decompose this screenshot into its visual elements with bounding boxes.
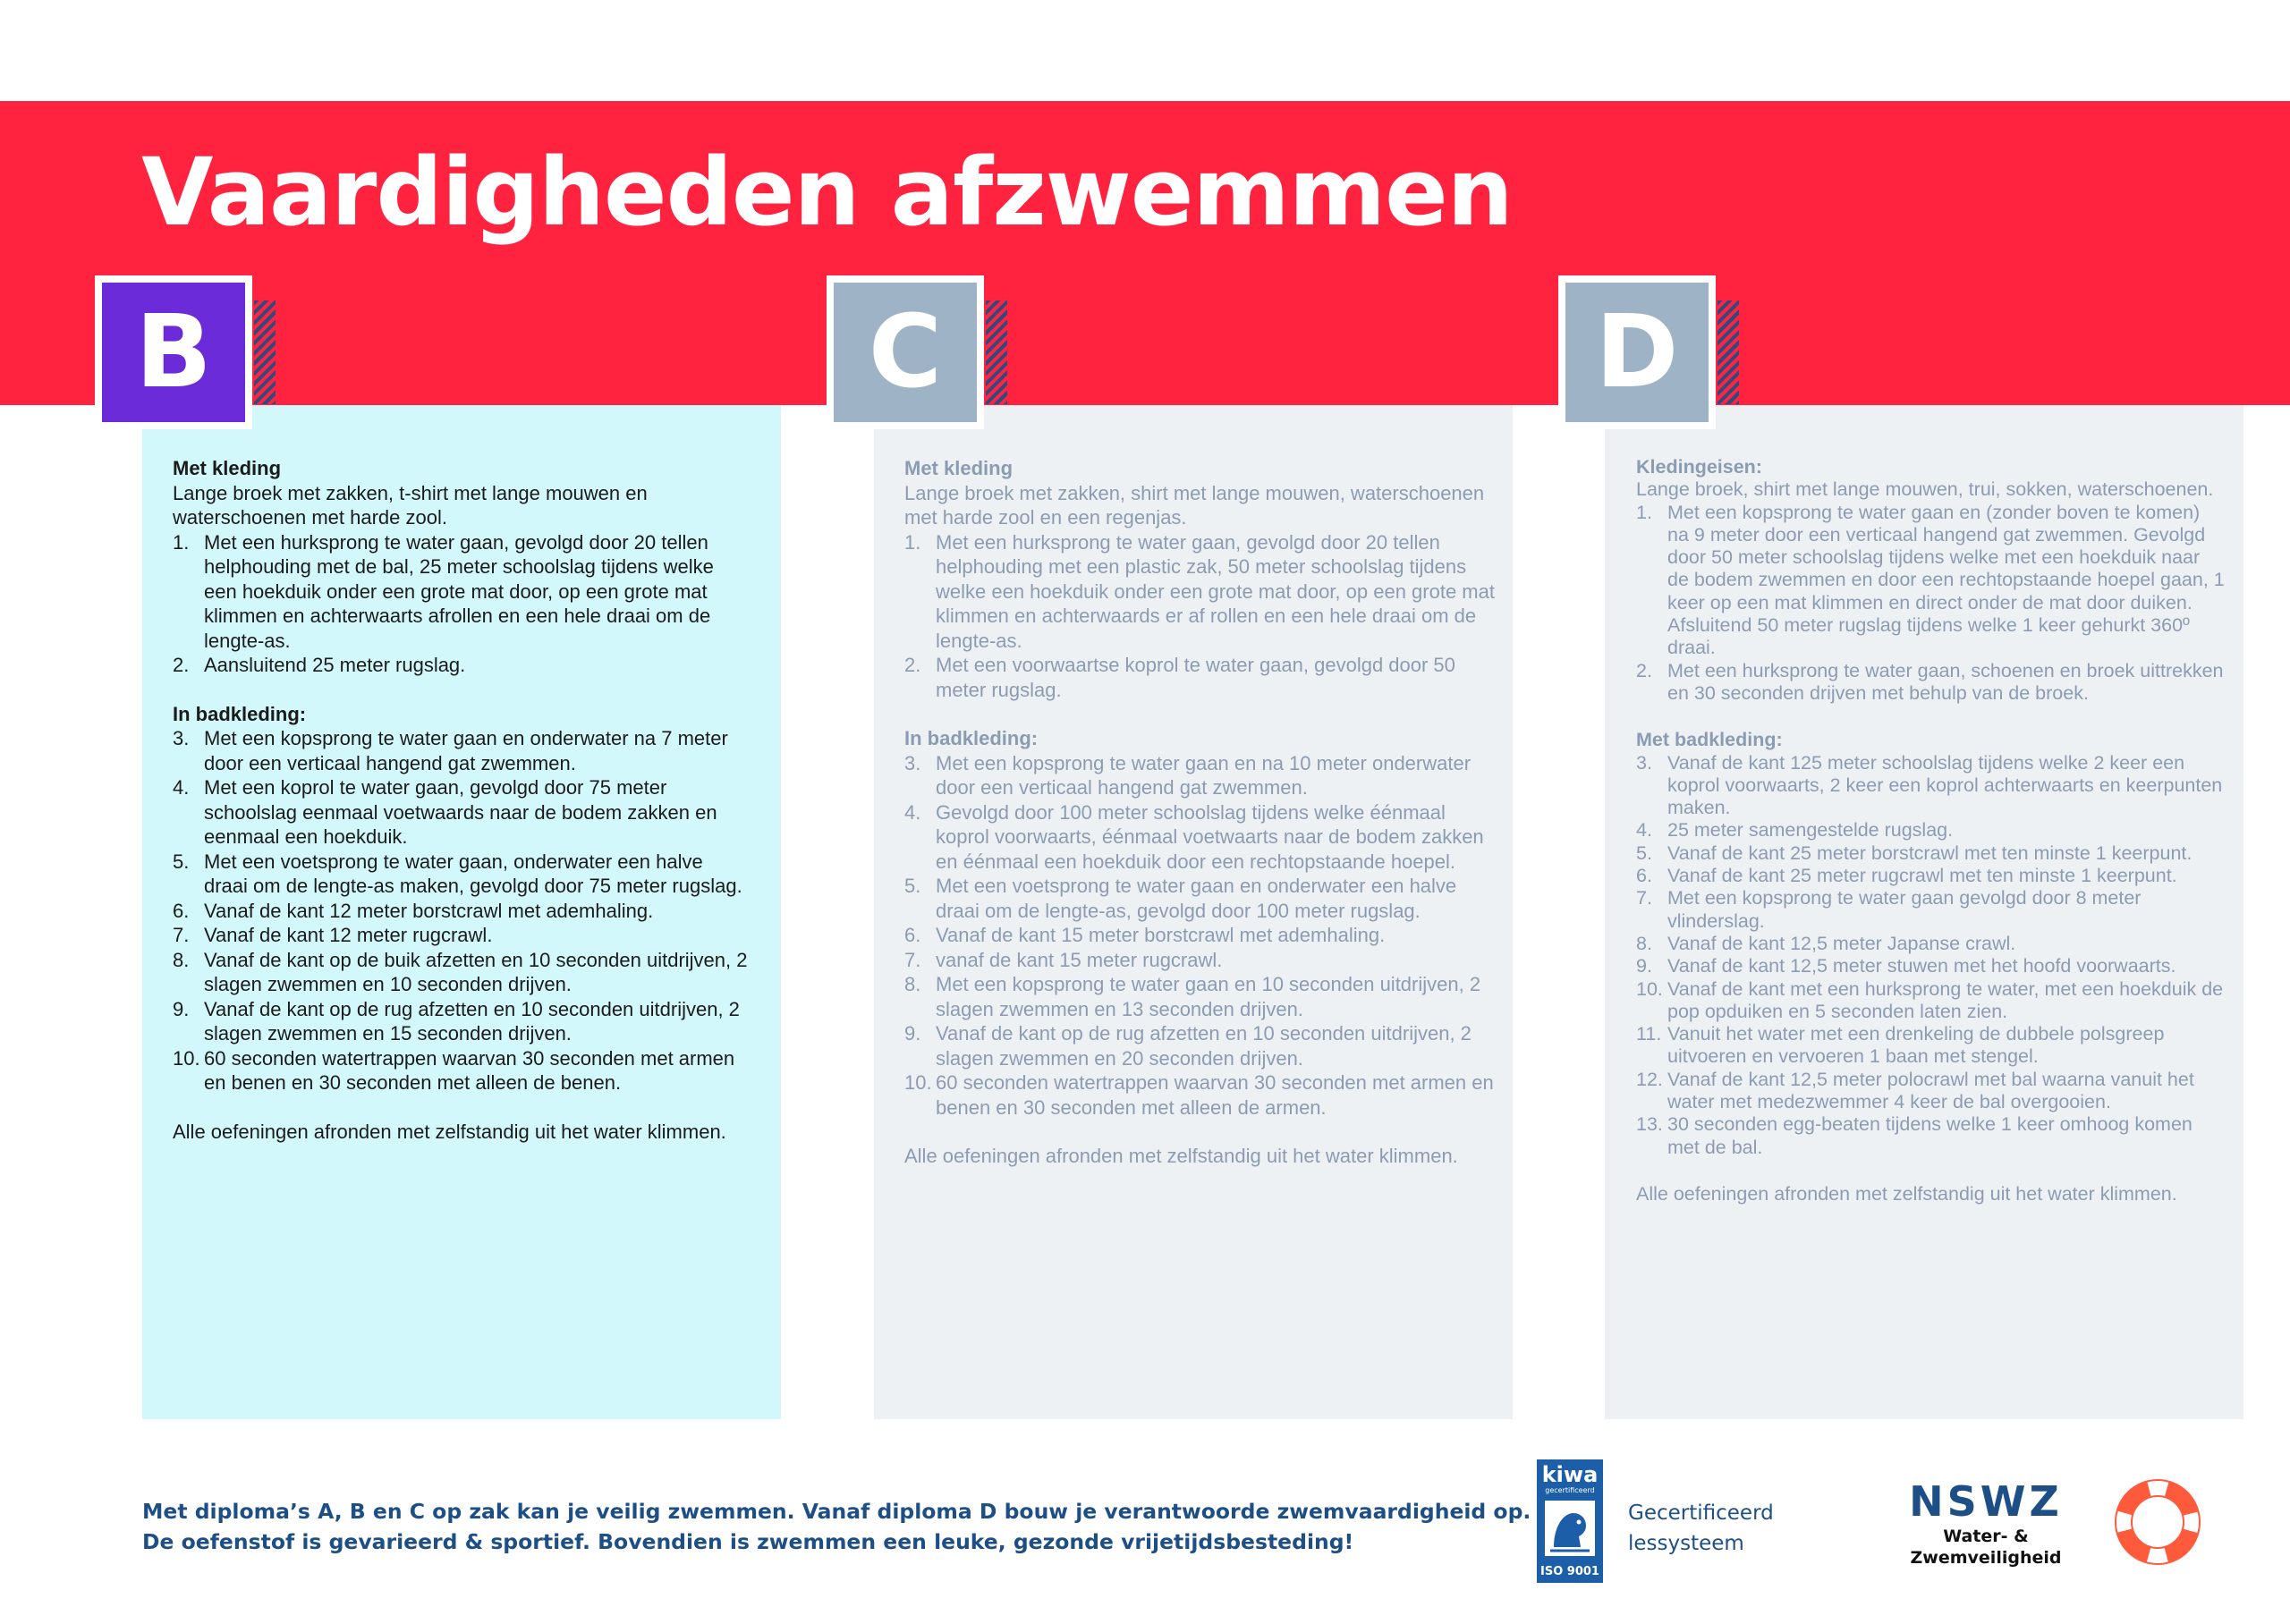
exercise-item	[904, 653, 1495, 702]
exercise-item	[173, 850, 751, 899]
exercise-text: Vanaf de kant 125 meter schoolslag tijdens welke 2 keer een koprol voorwaarts, 2 keer een koprol achterwaarts en keerpunten maken.	[1667, 751, 2223, 819]
section-heading: In badkleding:	[173, 702, 307, 725]
exercise-text: Met een kopsprong te water gaan gevolgd door 8 meter vlinderslag.	[1667, 887, 2142, 932]
exercise-item	[1636, 1069, 2226, 1114]
level-c-content	[904, 456, 1495, 1169]
stripes-decoration	[254, 300, 276, 404]
exercise-number: 9.	[1636, 955, 1652, 977]
exercise-item	[173, 530, 751, 654]
exercise-text: Vanaf de kant met een hurksprong te water, met een hoekduik de pop opduiken en 5 seconden laten zien.	[1667, 977, 2224, 1022]
exercise-text: Met een hurksprong te water gaan, schoenen en broek uittrekken en 30 seconden drijven met behulp van de broek.	[1667, 659, 2224, 704]
exercise-item	[904, 1021, 1495, 1070]
exercise-number: 4.	[173, 776, 190, 799]
section-intro: Lange broek met zakken, t-shirt met lange mouwen en waterschoenen met harde zool.	[173, 481, 648, 529]
section	[1636, 729, 2226, 1159]
exercise-text: Met een voorwaartse koprol te water gaan, gevolgd door 50 meter rugslag.	[936, 654, 1455, 701]
exercise-number: 3.	[1636, 751, 1652, 774]
exercise-text: Vanaf de kant op de buik afzetten en 10 seconden uitdrijven, 2 slagen zwemmen en 10 seconden drijven.	[204, 948, 748, 995]
exercise-number: 5.	[1636, 842, 1652, 864]
exercise-list	[904, 530, 1495, 703]
exercise-text: Vanaf de kant 12 meter rugcrawl.	[204, 924, 493, 946]
exercise-number: 13.	[1636, 1113, 1663, 1136]
exercise-number: 7.	[173, 924, 190, 946]
exercise-text: Met een hurksprong te water gaan, gevolgd door 20 tellen helphouding met de bal, 25 meter schoolslag tijdens welke een hoekduik onder een grote mat door, op een grote mat klimmen en achterwaarts afrollen en een hele draai om de lengte-as.	[204, 530, 714, 652]
exercise-item	[904, 800, 1495, 875]
exercise-text: Vanaf de kant 12,5 meter stuwen met het hoofd voorwaarts.	[1667, 955, 2176, 977]
nswz-tagline: Water- & Zwemveiligheid	[1910, 1527, 2062, 1568]
exercise-number: 6.	[173, 899, 190, 922]
section-heading: Met badkleding:	[1636, 729, 1783, 751]
exercise-text: Vanaf de kant 12,5 meter polocrawl met bal waarna vanuit het water met medezwemmer 4 keer de bal overgooien.	[1667, 1068, 2194, 1113]
exercise-number: 4.	[1636, 819, 1652, 842]
exercise-text: Vanuit het water met een drenkeling de dubbele polsgreep uitvoeren en vervoeren 1 baan met stengel.	[1667, 1023, 2165, 1068]
footer-line-2: De oefenstof is gevarieerd & sportief. Bovendien is zwemmen een leuke, gezonde vrijetijdsbesteding!	[142, 1529, 1354, 1554]
certified-label	[1628, 1498, 1774, 1559]
exercise-number: 1.	[904, 530, 921, 554]
exercise-text: Vanaf de kant op de rug afzetten en 10 seconden uitdrijven, 2 slagen zwemmen en 20 seconden drijven.	[936, 1022, 1472, 1070]
exercise-item	[173, 899, 751, 924]
exercise-item	[1636, 502, 2226, 660]
kiwa-logo	[1537, 1459, 1603, 1583]
exercise-text: Vanaf de kant op de rug afzetten en 10 seconden uitdrijven, 2 slagen zwemmen en 15 seconden drijven.	[204, 997, 740, 1045]
section	[904, 456, 1495, 702]
exercise-item	[173, 726, 751, 775]
exercise-item	[1636, 933, 2226, 955]
exercise-number: 1.	[173, 530, 190, 554]
exercise-number: 11.	[1636, 1023, 1662, 1045]
exercise-number: 8.	[1636, 932, 1652, 954]
exercise-text: Met een hurksprong te water gaan, gevolgd door 20 tellen helphouding met een plastic zak, 50 meter schoolslag tijdens welke een hoekduik onder een grote mat door, op een grote mat klimmen en achterwaards er af rollen en een hele draai om de lengte-as.	[936, 530, 1495, 652]
closing-note: Alle oefeningen afronden met zelfstandig uit het water klimmen.	[904, 1145, 1458, 1167]
exercise-item	[904, 530, 1495, 654]
exercise-item	[1636, 955, 2226, 977]
exercise-item	[1636, 1023, 2226, 1069]
section	[904, 726, 1495, 1120]
exercise-text: Vanaf de kant 25 meter borstcrawl met ten minste 1 keerpunt.	[1667, 842, 2192, 864]
footer-text	[142, 1496, 1531, 1557]
section	[173, 456, 751, 678]
exercise-number: 5.	[173, 850, 190, 873]
exercise-text: 30 seconden egg-beaten tijdens welke 1 keer omhoog komen met de bal.	[1667, 1113, 2192, 1158]
closing-note: Alle oefeningen afronden met zelfstandig uit het water klimmen.	[173, 1120, 726, 1143]
exercise-number: 3.	[904, 751, 921, 774]
exercise-item	[1636, 1113, 2226, 1159]
section-intro: Lange broek, shirt met lange mouwen, trui, sokken, waterschoenen.	[1636, 478, 2214, 501]
exercise-item	[1636, 660, 2226, 706]
level-b-content	[173, 456, 751, 1144]
nswz-logo	[1870, 1477, 2102, 1569]
exercise-item	[1636, 887, 2226, 933]
lifebuoy-icon	[2115, 1479, 2201, 1569]
exercise-text: Aansluitend 25 meter rugslag.	[204, 654, 466, 676]
closing-note: Alle oefeningen afronden met zelfstandig uit het water klimmen.	[1636, 1182, 2177, 1205]
level-c-badge	[827, 275, 984, 429]
exercise-text: 25 meter samengestelde rugslag.	[1667, 819, 1954, 842]
exercise-list	[173, 530, 751, 678]
section-heading: In badkleding:	[904, 727, 1039, 749]
exercise-text: vanaf de kant 15 meter rugcrawl.	[936, 948, 1223, 971]
section-heading: Met kleding	[904, 457, 1014, 479]
exercise-number: 8.	[173, 948, 190, 971]
exercise-number: 9.	[904, 1022, 921, 1045]
exercise-item	[904, 1070, 1495, 1120]
nswz-name: NSWZ	[1909, 1477, 2063, 1526]
kiwa-name: kiwa	[1541, 1462, 1599, 1487]
exercise-text: 60 seconden watertrappen waarvan 30 seconden met armen en benen en 30 seconden met alleen de benen.	[204, 1046, 735, 1094]
level-b-letter: B	[102, 283, 245, 422]
kiwa-iso: ISO 9001	[1540, 1565, 1599, 1578]
exercise-item	[1636, 978, 2226, 1024]
exercise-item	[173, 997, 751, 1046]
page-title: Vaardigheden afzwemmen	[141, 138, 1513, 247]
exercise-text: Met een koprol te water gaan, gevolgd door 75 meter schoolslag eenmaal voetwaards naar de bodem zakken en eenmaal een hoekduik.	[204, 776, 717, 848]
exercise-number: 4.	[904, 800, 921, 824]
level-d-badge	[1558, 275, 1716, 429]
level-d-letter: D	[1565, 283, 1709, 422]
exercise-item	[904, 874, 1495, 923]
exercise-item	[904, 923, 1495, 948]
exercise-text: Vanaf de kant 25 meter rugcrawl met ten minste 1 keerpunt.	[1667, 865, 2177, 887]
exercise-item	[173, 923, 751, 948]
exercise-text: Met een kopsprong te water gaan en 10 seconden uitdrijven, 2 slagen zwemmen en 13 seconden drijven.	[936, 973, 1481, 1020]
stripes-decoration	[986, 300, 1007, 404]
kiwa-sub: gecertificeerd	[1545, 1486, 1595, 1494]
exercise-number: 7.	[904, 948, 921, 971]
exercise-number: 3.	[173, 727, 190, 749]
exercise-text: Met een voetsprong te water gaan en onderwater een halve draai om de lengte-as, gevolgd door 100 meter rugslag.	[936, 875, 1457, 922]
exercise-list	[173, 726, 751, 1095]
beaver-icon	[1537, 1501, 1603, 1556]
exercise-item	[173, 653, 751, 678]
exercise-number: 6.	[1636, 865, 1652, 887]
exercise-number: 10.	[904, 1071, 932, 1094]
exercise-list	[904, 751, 1495, 1121]
section-heading: Kledingeisen:	[1636, 456, 1762, 478]
exercise-text: 60 seconden watertrappen waarvan 30 seconden met armen en benen en 30 seconden met alleen de armen.	[936, 1071, 1494, 1119]
section-intro: Lange broek met zakken, shirt met lange mouwen, waterschoenen met harde zool en een regenjas.	[904, 481, 1485, 529]
exercise-text: Met een kopsprong te water gaan en onderwater na 7 meter door een verticaal hangend gat zwemmen.	[204, 727, 728, 774]
level-b-badge	[95, 275, 252, 429]
exercise-number: 2.	[1636, 659, 1652, 681]
exercise-number: 10.	[1636, 977, 1663, 1000]
level-d-content	[1636, 456, 2226, 1205]
exercise-item	[173, 1046, 751, 1095]
exercise-number: 8.	[904, 973, 921, 995]
exercise-text: Met een voetsprong te water gaan, onderwater een halve draai om de lengte-as maken, gevolgd door 75 meter rugslag.	[204, 850, 742, 897]
exercise-item	[904, 751, 1495, 800]
footer-line-1: Met diploma’s A, B en C op zak kan je veilig zwemmen. Vanaf diploma D bouw je verantwoorde zwemvaardigheid op.	[142, 1499, 1531, 1524]
exercise-text: Vanaf de kant 12,5 meter Japanse crawl.	[1667, 932, 2016, 954]
certified-line-2: lessysteem	[1628, 1532, 1744, 1555]
exercise-number: 1.	[1636, 501, 1652, 523]
exercise-item	[1636, 842, 2226, 865]
exercise-item	[1636, 865, 2226, 887]
exercise-item	[904, 948, 1495, 973]
exercise-number: 9.	[173, 997, 190, 1020]
exercise-number: 7.	[1636, 887, 1652, 909]
exercise-number: 12.	[1636, 1068, 1663, 1090]
exercise-item	[173, 948, 751, 997]
section	[173, 702, 751, 1095]
level-c-letter: C	[834, 283, 977, 422]
exercise-number: 5.	[904, 875, 921, 897]
certified-line-1: Gecertificeerd	[1628, 1501, 1774, 1525]
exercise-item	[173, 775, 751, 850]
exercise-number: 2.	[904, 654, 921, 676]
exercise-text: Vanaf de kant 15 meter borstcrawl met ademhaling.	[936, 924, 1386, 946]
section-heading: Met kleding	[173, 457, 282, 479]
stripes-decoration	[1718, 300, 1739, 404]
exercise-text: Met een kopsprong te water gaan en (zonder boven te komen) na 9 meter door een verticaal hangend gat zwemmen. Gevolgd door 50 meter schoolslag tijdens welke met een hoekduik naar de bodem zwemmen en door een rechtopstaande hoepel gaan, 1 keer op een mat klimmen en direct onder de mat door duiken. Afsluitend 50 meter rugslag tijdens welke 1 keer gehurkt 360º draai.	[1667, 501, 2225, 659]
exercise-text: Vanaf de kant 12 meter borstcrawl met ademhaling.	[204, 899, 654, 922]
exercise-item	[904, 972, 1495, 1021]
exercise-text: Met een kopsprong te water gaan en na 10 meter onderwater door een verticaal hangend gat zwemmen.	[936, 751, 1472, 799]
exercise-list	[1636, 752, 2226, 1159]
section	[1636, 456, 2226, 705]
exercise-number: 6.	[904, 924, 921, 946]
exercise-text: Gevolgd door 100 meter schoolslag tijdens welke éénmaal koprol voorwaarts, éénmaal voetwaarts naar de bodem zakken en éénmaal een hoekduik door een rechtopstaande hoepel.	[936, 800, 1484, 873]
exercise-list	[1636, 502, 2226, 706]
exercise-item	[1636, 752, 2226, 820]
exercise-number: 2.	[173, 654, 190, 676]
exercise-item	[1636, 819, 2226, 842]
exercise-number: 10.	[173, 1046, 200, 1070]
